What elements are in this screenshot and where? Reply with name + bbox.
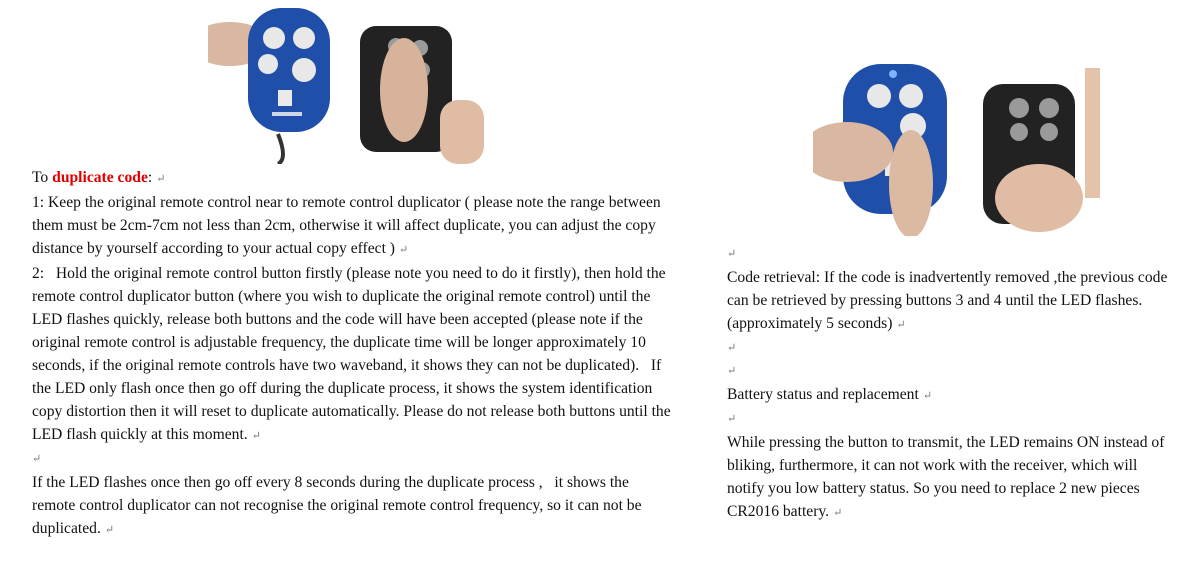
battery-heading-text: Battery status and replacement xyxy=(727,386,919,403)
paragraph-mark-icon: ↵ xyxy=(833,507,843,519)
finger-shape xyxy=(380,38,428,142)
remotes-illustration-right xyxy=(813,48,1100,236)
step-2-text: 2: Hold the original remote control button firstly (please note you need to do it firstly), then hold the remote control duplicator button (where you wish to duplicate the original remote control) until the LED flashes quickly, release both buttons and the code will have been accepted (please note if the original remote control is adjustable frequency, the duplicate time will be longer approximately 10 seconds, if the original remote controls have two waveband, it shows they can not be duplicated). If the LED only flash once then go off during the duplicate process, it shows the system identification copy distortion then it will reset to duplicate automatically. Please do not release both buttons until the LED flash quickly at this moment. xyxy=(32,265,671,443)
paragraph-mark-icon: ↵ xyxy=(156,173,166,185)
code-retrieval-paragraph xyxy=(727,266,1177,337)
duplicate-intro xyxy=(32,166,672,191)
note-text: If the LED flashes once then go off every 8 seconds during the duplicate process , it shows the remote control duplicator can not recognise the original remote control frequency, so it can not be duplicated. xyxy=(32,474,642,537)
battery-paragraph xyxy=(727,431,1177,525)
remotes-illustration-left xyxy=(208,4,484,164)
step-2-paragraph xyxy=(32,262,672,448)
code-retrieval-text: Code retrieval: If the code is inadvertently removed ,the previous code can be retrieved by pressing buttons 3 and 4 until the LED flashes. (approximately 5 seconds) xyxy=(727,269,1168,332)
battery-text: While pressing the button to transmit, the LED remains ON instead of bliking, furthermore, it can not work with the receiver, which will notify you low battery status. So you need to replace 2 new pieces CR2016 battery. xyxy=(727,434,1165,520)
paragraph-mark-icon: ↵ xyxy=(399,244,409,256)
photo-remotes-left xyxy=(208,4,484,164)
photo-remotes-right xyxy=(813,48,1100,236)
intro-suffix: : xyxy=(147,169,153,186)
battery-heading xyxy=(727,383,1177,408)
paragraph-mark-icon: ↵ xyxy=(251,430,261,442)
paragraph-mark-icon: ↵ xyxy=(896,319,906,331)
step-1-text: 1: Keep the original remote control near to remote control duplicator ( please note the range between them must be 2cm-7cm not less than 2cm, otherwise it will affect duplicate, you can adjust the copy distance by yourself according to your actual copy effect ) xyxy=(32,194,661,257)
empty-paragraph-mark-icon: ↵ xyxy=(727,365,737,377)
empty-paragraph-mark-icon: ↵ xyxy=(727,342,737,354)
empty-paragraph-mark-icon: ↵ xyxy=(727,413,737,425)
intro-prefix: To xyxy=(32,169,53,186)
empty-paragraph-mark-icon: ↵ xyxy=(727,248,737,260)
step-1-paragraph xyxy=(32,191,672,262)
empty-paragraph-mark-icon: ↵ xyxy=(32,453,42,465)
paragraph-mark-icon: ↵ xyxy=(922,390,933,402)
retrieval-and-battery xyxy=(727,243,1177,525)
duplicate-code-highlight: duplicate code xyxy=(52,169,148,186)
duplicate-instructions xyxy=(32,166,672,542)
paragraph-mark-icon: ↵ xyxy=(104,524,115,536)
note-paragraph xyxy=(32,471,672,542)
